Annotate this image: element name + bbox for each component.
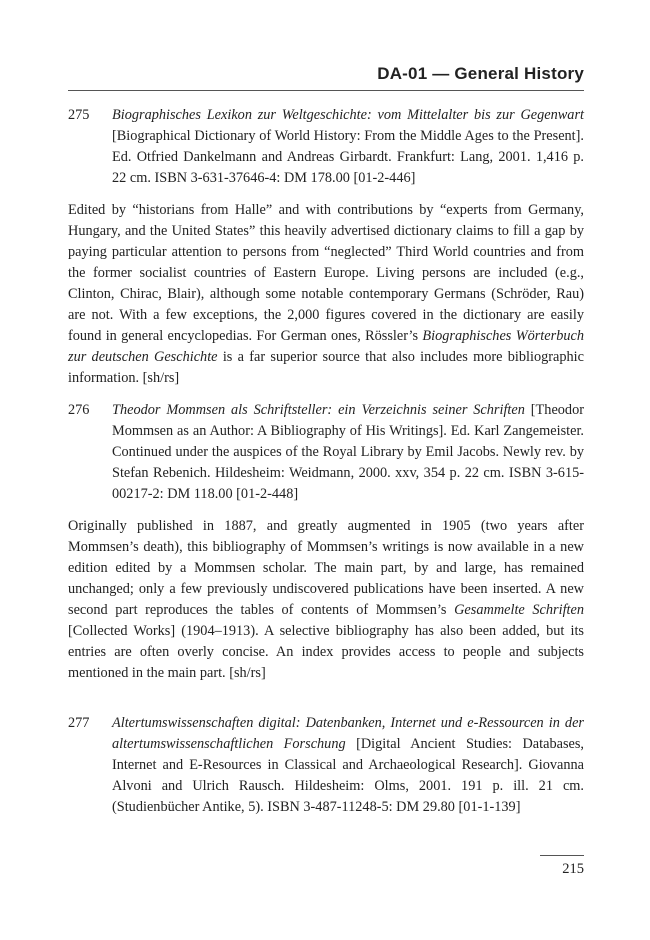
annotation-italic-title: Biographisches Wörterbuch zur deutschen Geschichte — [68, 328, 584, 365]
annotation: Originally published in 1887, and greatly augmented in 1905 (two years after Mommsen’s death), this bibliography of Mommsen’s writings is now available in a new edition edited by a Mommsen scholar. The main part, by and large, has remained unchanged; only a few previously undiscovered publications have been inserted. A new second part reproduces the tables of contents of Mommsen’s Gesammelte Schriften [Collected Works] (1904–1913). A selective bibliography has also been added, but its entries are often overly concise. An index provides access to people and subjects mentioned in the main part. [sh/rs] — [68, 518, 585, 681]
citation-details: [Biographical Dictionary of World History: From the Middle Ages to the Present]. Ed. Otfried Dankelmann and Andreas Girbardt. Frankfurt: Lang, 2001. 1,416 p. 22 cm. ISBN 3-631-37646-4: DM 178.00 [01-2-446] — [112, 128, 584, 186]
citation — [68, 105, 584, 189]
entry-277 — [68, 713, 584, 818]
section-title: DA-01 — General History — [377, 64, 584, 83]
entry-number: 276 — [68, 402, 90, 418]
annotation: Edited by “historians from Halle” and with contributions by “experts from Germany, Hungary, and the United States” this heavily advertised dictionary claims to fill a gap by paying particular attention to persons from “neglected” Third World countries and from the former socialist countries of Eastern Europe. Living persons are included (e.g., Clinton, Chirac, Blair), although some notable contemporary Germans (Schröder, Rau) are not. With a few exceptions, the 2,000 figures covered in the dictionary are easily found in general encyclopedias. For German ones, Rössler’s Biographisches Wörterbuch zur deutschen Geschichte is a far superior source that also includes more bibliographic information. [sh/rs] — [68, 202, 585, 386]
entry-number: 275 — [68, 107, 90, 123]
annotation-italic-title: Gesammelte Schriften — [454, 602, 585, 618]
entry-276 — [68, 400, 584, 684]
entry-title: Biographisches Lexikon zur Weltgeschichte: vom Mittelalter bis zur Gegenwart — [112, 107, 584, 123]
entry-title: Altertumswissenschaften digital: Datenbanken, Internet und e-Ressourcen in der altertumswissenschaftlichen Forschung — [112, 715, 584, 752]
running-header — [68, 64, 584, 91]
citation-details: [Digital Ancient Studies: Databases, Internet and E-Resources in Classical and Archaeological Research]. Giovanna Alvoni and Ulrich Rausch. Hildesheim: Olms, 2001. 191 p. ill. 21 cm. (Studienbücher Antike, 5). ISBN 3-487-11248-5: DM 29.80 [01-1-139] — [112, 736, 585, 815]
entry-number: 277 — [68, 715, 90, 731]
entry-275 — [68, 105, 584, 389]
citation-details: [Theodor Mommsen as an Author: A Bibliography of His Writings]. Ed. Karl Zangemeister. Continued under the auspices of the Royal Library by Emil Jacobs. Newly rev. by Stefan Rebenich. Hildesheim: Weidmann, 2000. xxv, 354 p. 22 cm. ISBN 3-615-00217-2: DM 118.00 [01-2-448] — [112, 402, 584, 502]
page-number: 215 — [540, 855, 584, 878]
citation — [68, 400, 584, 505]
entry-title: Theodor Mommsen als Schriftsteller: ein Verzeichnis seiner Schriften — [112, 402, 525, 418]
citation — [68, 713, 584, 818]
